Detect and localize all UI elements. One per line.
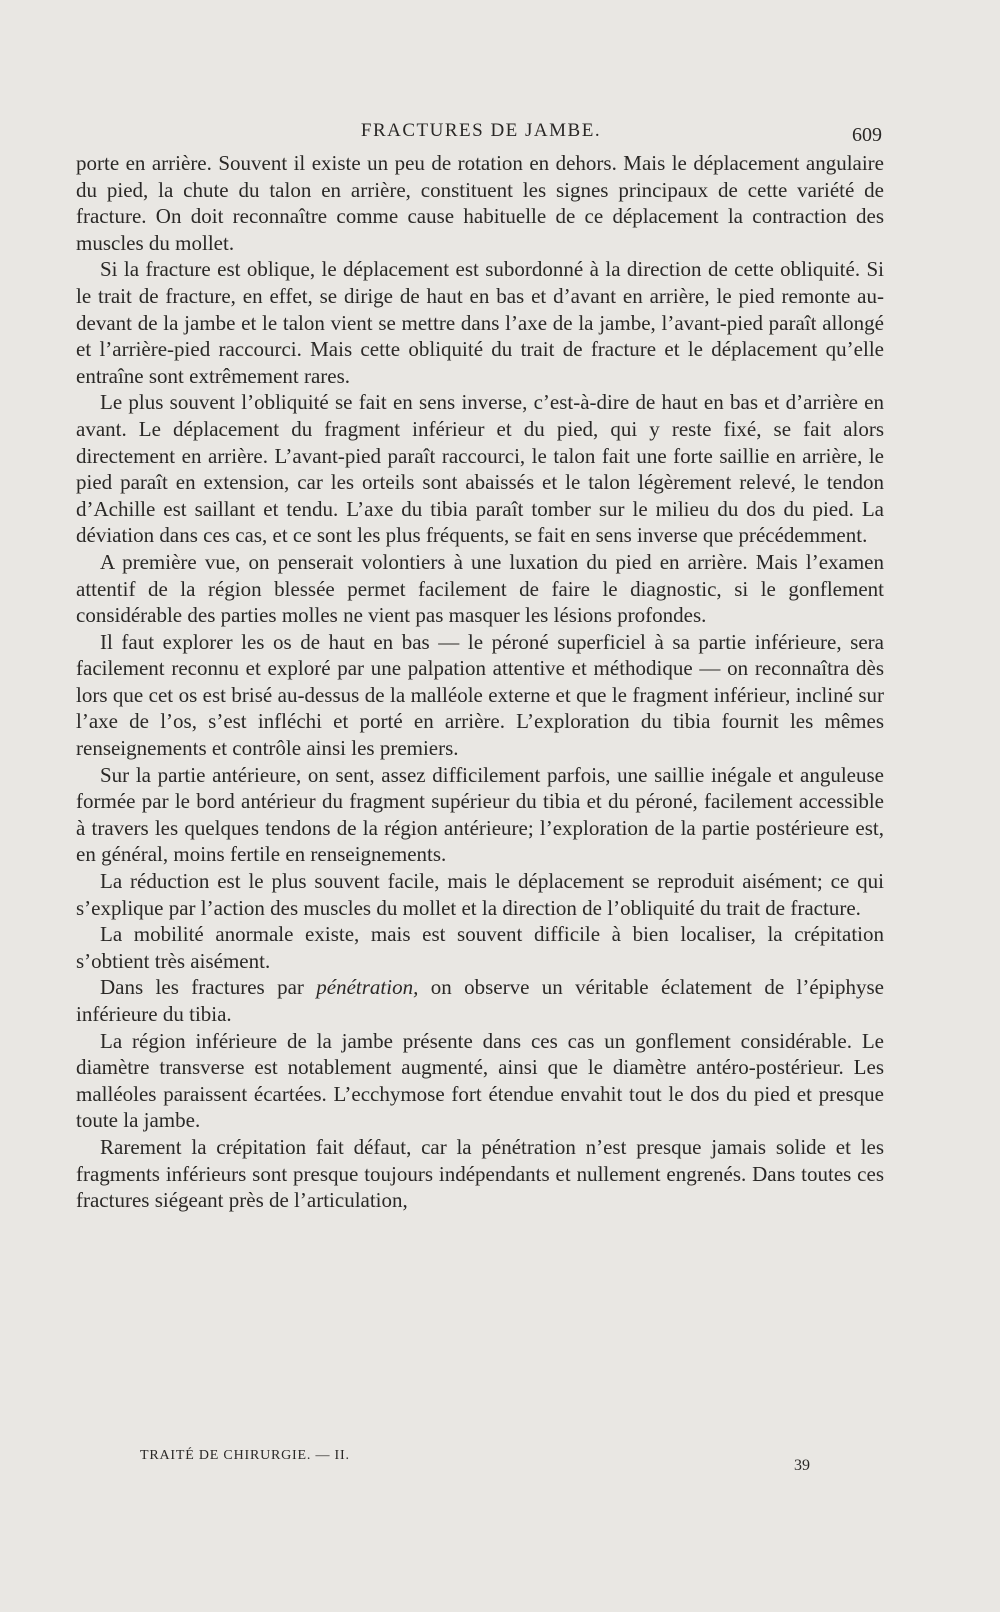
paragraph-1: porte en arrière. Souvent il existe un peu de rotation en dehors. Mais le déplacement angulaire du pied, la chute du talon en arrière, constituent les signes principaux de cette variété de fracture. On doit reconnaître comme cause habituelle de ce déplacement la contraction des muscles du mollet. — [76, 151, 884, 255]
paragraph-5: Il faut explorer les os de haut en bas — le péroné superficiel à sa partie inférieure, sera facilement reconnu et exploré par une palpation attentive et méthodique — on reconnaîtra dès lors que cet os est brisé au-dessus de la malléole externe et que le fragment inférieur, incliné sur l’axe de l’os, s’est infléchi et porté en arrière. L’exploration du tibia fournit les mêmes renseignements et contrôle ainsi les premiers. — [76, 629, 884, 761]
paragraph-2: Si la fracture est oblique, le déplacement est subordonné à la direction de cette obliquité. Si le trait de fracture, en effet, se dirige de haut en bas et d’avant en arrière, le pied remonte au-devant de la jambe et le talon vient se mettre dans l’axe de la jambe, l’avant-pied paraît allongé et l’arrière-pied raccourci. Mais cette obliquité du trait de fracture et le déplacement qu’elle entraîne sont extrêmement rares. — [76, 257, 884, 388]
paragraph-9 — [76, 974, 884, 1027]
signature-mark: 39 — [794, 1457, 810, 1474]
page-header — [78, 120, 884, 146]
paragraph-9-end: on observe un véritable éclatement de l’épiphyse inférieure du tibia. — [76, 975, 884, 1026]
running-title: FRACTURES DE JAMBE. — [360, 120, 602, 141]
page-number: 609 — [852, 124, 882, 146]
paragraph-10: La région inférieure de la jambe présente dans ces cas un gonflement considérable. Le diamètre transverse est notablement augmenté, ainsi que le diamètre antéro-postérieur. Les malléoles paraissent écartées. L’ecchymose fort étendue envahit tout le dos du pied et presque toute la jambe. — [76, 1028, 884, 1133]
body-text — [76, 150, 884, 1214]
paragraph-7: La réduction est le plus souvent facile, mais le déplacement se reproduit aisément; ce qui s’explique par l’action des muscles du mollet et la direction de l’obliquité du trait de fracture. — [76, 869, 884, 920]
book-title: TRAITÉ DE CHIRURGIE. — II. — [140, 1448, 350, 1463]
paragraph-6: Sur la partie antérieure, on sent, assez difficilement parfois, une saillie inégale et anguleuse formée par le bord antérieur du fragment supérieur du tibia et du péroné, facilement accessible à travers les quelques tendons de la région antérieure; l’exploration de la partie postérieure est, en général, moins fertile en renseignements. — [76, 762, 884, 867]
paragraph-3: Le plus souvent l’obliquité se fait en sens inverse, c’est-à-dire de haut en bas et d’arrière en avant. Le déplacement du fragment inférieur et du pied, qui y reste fixé, se fait alors directement en arrière. L’avant-pied paraît raccourci, le talon fait une forte saillie en arrière, le pied paraît en extension, car les orteils sont abaissés et le talon légèrement relevé, le tendon d’Achille est saillant et tendu. L’axe du tibia paraît tomber sur le milieu du dos du pied. La déviation dans ces cas, et ce sont les plus fréquents, se fait en sens inverse que précédemment. — [76, 390, 884, 548]
paragraph-9-start: Dans les fractures par — [100, 975, 317, 1000]
italic-term: pénétration, — [316, 975, 419, 1000]
paragraph-8: La mobilité anormale existe, mais est souvent difficile à bien localiser, la crépitation s’obtient très aisément. — [76, 922, 884, 973]
paragraph-11: Rarement la crépitation fait défaut, car la pénétration n’est presque jamais solide et les fragments inférieurs sont presque toujours indépendants et nullement engrenés. Dans toutes ces fractures siégeant près de l’articulation, — [76, 1134, 884, 1213]
page-footer — [140, 1448, 810, 1478]
paragraph-4: A première vue, on penserait volontiers à une luxation du pied en arrière. Mais l’examen attentif de la région blessée permet facilement de faire le diagnostic, si le gonflement considérable des parties molles ne vient pas masquer les lésions profondes. — [76, 549, 884, 628]
